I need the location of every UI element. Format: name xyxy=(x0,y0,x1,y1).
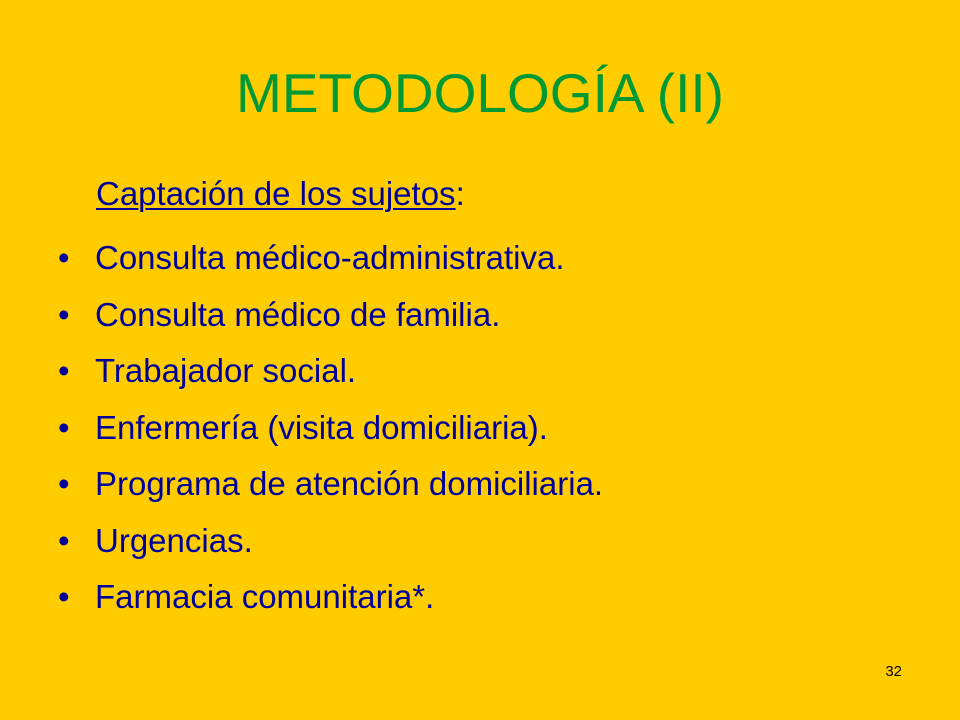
bullet-item xyxy=(58,456,603,513)
bullet-text: Urgencias. xyxy=(95,521,253,559)
bullet-dot: • xyxy=(58,521,70,559)
bullet-item xyxy=(58,287,603,344)
bullet-text: Trabajador social. xyxy=(95,352,357,389)
bullet-item xyxy=(58,400,603,457)
bullet-dot: • xyxy=(58,465,70,502)
subheading-link[interactable]: Captación de los sujetos xyxy=(96,175,456,212)
bullet-list xyxy=(58,230,603,626)
bullet-dot: • xyxy=(58,295,70,333)
bullet-dot: • xyxy=(58,239,70,276)
bullet-text: Enfermería (visita domiciliaria). xyxy=(95,408,548,446)
bullet-item xyxy=(58,513,603,570)
bullet-dot: • xyxy=(58,352,70,389)
bullet-item xyxy=(58,343,603,400)
subheading-colon: : xyxy=(455,175,465,212)
bullet-text: Farmacia comunitaria*. xyxy=(95,578,435,615)
slide-title: METODOLOGÍA (II) xyxy=(236,62,724,124)
bullet-item xyxy=(58,230,603,287)
bullet-dot: • xyxy=(58,408,70,446)
bullet-text: Consulta médico de familia. xyxy=(95,295,501,333)
bullet-text: Consulta médico-administrativa. xyxy=(95,239,565,276)
page-number: 32 xyxy=(885,663,902,680)
bullet-item xyxy=(58,569,603,626)
subheading xyxy=(96,172,465,216)
bullet-text: Programa de atención domiciliaria. xyxy=(95,465,604,502)
bullet-dot: • xyxy=(58,578,70,615)
